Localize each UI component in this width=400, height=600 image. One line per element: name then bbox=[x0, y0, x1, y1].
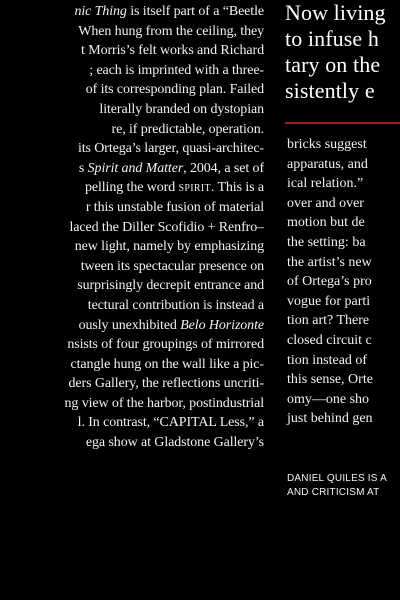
body-text-line: this sense, Orte bbox=[287, 372, 373, 388]
text-run: laced the Diller Scofidio + Renfro– bbox=[69, 219, 264, 235]
text-run: of its corresponding plan. Failed bbox=[85, 82, 264, 98]
body-text-line bbox=[0, 316, 264, 336]
text-run: is itself part of a “Beetle bbox=[126, 4, 264, 19]
small-caps-text: spirit bbox=[178, 180, 211, 196]
text-run: re, if predictable, operation. bbox=[111, 121, 264, 137]
body-text-line: vogue for parti bbox=[287, 293, 371, 309]
body-text-line: ical relation.” bbox=[287, 176, 364, 192]
body-text-line: tion art? There bbox=[287, 313, 370, 329]
text-run: t Morris’s felt works and Richard bbox=[81, 43, 264, 59]
text-run: new light, namely by emphasizing bbox=[74, 239, 264, 255]
italic-title-text: Belo Horizonte bbox=[180, 317, 264, 333]
text-run: . This is a bbox=[210, 180, 264, 196]
pull-quote-line: tary on the bbox=[285, 52, 381, 77]
text-run: ctangle hung on the wall like a pic- bbox=[70, 356, 264, 372]
body-text-line: tion instead of bbox=[287, 352, 368, 368]
body-text-line: the artist’s new bbox=[287, 254, 372, 270]
bio-line: DANIEL QUILES IS A bbox=[287, 473, 387, 484]
right-body-column bbox=[287, 135, 400, 429]
pull-quote-rule bbox=[285, 122, 400, 124]
body-text-line bbox=[0, 218, 264, 238]
text-run: , 2004, a set of bbox=[183, 160, 264, 176]
pull-quote-line: to infuse h bbox=[285, 26, 379, 51]
author-bio bbox=[287, 472, 400, 500]
body-text-line bbox=[0, 355, 264, 375]
body-text-line bbox=[0, 413, 264, 433]
pull-quote bbox=[285, 0, 400, 104]
body-text-line bbox=[0, 296, 264, 316]
italic-title-text: Spirit and Matter bbox=[87, 160, 184, 176]
text-run: tween its spectacular presence on bbox=[80, 258, 264, 274]
body-text-line bbox=[0, 257, 264, 277]
body-text-line bbox=[0, 61, 264, 81]
body-text-line: apparatus, and bbox=[287, 156, 368, 172]
body-text-line: just behind gen bbox=[287, 411, 373, 427]
text-run: ously unexhibited bbox=[78, 317, 181, 333]
text-run: ders Gallery, the reflections uncriti- bbox=[68, 376, 264, 392]
body-text-line bbox=[0, 276, 264, 296]
text-run: its Ortega’s larger, quasi-architec- bbox=[77, 141, 264, 157]
body-text-line bbox=[0, 159, 264, 179]
body-text-line: the setting: ba bbox=[287, 234, 366, 250]
body-text-line bbox=[0, 394, 264, 414]
body-text-line: of Ortega’s pro bbox=[287, 274, 372, 290]
body-text-line: closed circuit c bbox=[287, 332, 372, 348]
bottom-shadow bbox=[0, 540, 400, 600]
bio-line: AND CRITICISM AT bbox=[287, 487, 380, 498]
text-run: nsists of four groupings of mirrored bbox=[67, 337, 264, 353]
text-run: tectural contribution is instead a bbox=[87, 297, 264, 313]
body-text-line: over and over bbox=[287, 195, 364, 211]
pull-quote-line: sistently e bbox=[285, 78, 375, 103]
text-run: s bbox=[78, 160, 88, 176]
body-text-line bbox=[0, 374, 264, 394]
body-text-line bbox=[0, 80, 264, 100]
body-text-line bbox=[0, 22, 264, 42]
body-text-line bbox=[0, 2, 264, 22]
text-run: When hung from the ceiling, they bbox=[78, 23, 264, 39]
body-text-line: omy—one sho bbox=[287, 391, 370, 407]
text-run: literally branded on dystopian bbox=[99, 101, 264, 117]
body-text-line: motion but de bbox=[287, 215, 365, 231]
body-text-line bbox=[0, 335, 264, 355]
body-text-line bbox=[0, 120, 264, 140]
body-text-line bbox=[0, 433, 264, 453]
body-text-line bbox=[0, 178, 264, 198]
text-run: pelling the word bbox=[84, 180, 179, 196]
body-text-line bbox=[0, 41, 264, 61]
body-text-line bbox=[0, 139, 264, 159]
text-run: ega show at Gladstone Gallery’s bbox=[85, 435, 264, 451]
text-run: l. In contrast, “CAPITAL Less,” a bbox=[77, 415, 264, 431]
italic-title-text: nic Thing bbox=[74, 4, 127, 19]
text-run: surprisingly decrepit entrance and bbox=[77, 278, 264, 294]
body-text-line bbox=[0, 237, 264, 257]
body-text-line bbox=[0, 100, 264, 120]
body-text-line: bricks suggest bbox=[287, 137, 367, 152]
text-run: ; each is imprinted with a three- bbox=[89, 62, 264, 78]
pull-quote-line: Now living bbox=[285, 0, 386, 25]
right-column bbox=[285, 0, 400, 104]
body-text-line bbox=[0, 198, 264, 218]
text-run: r this unstable fusion of material bbox=[85, 199, 264, 215]
text-run: ng view of the harbor, postindustrial bbox=[64, 395, 264, 411]
left-body-column bbox=[0, 2, 264, 453]
